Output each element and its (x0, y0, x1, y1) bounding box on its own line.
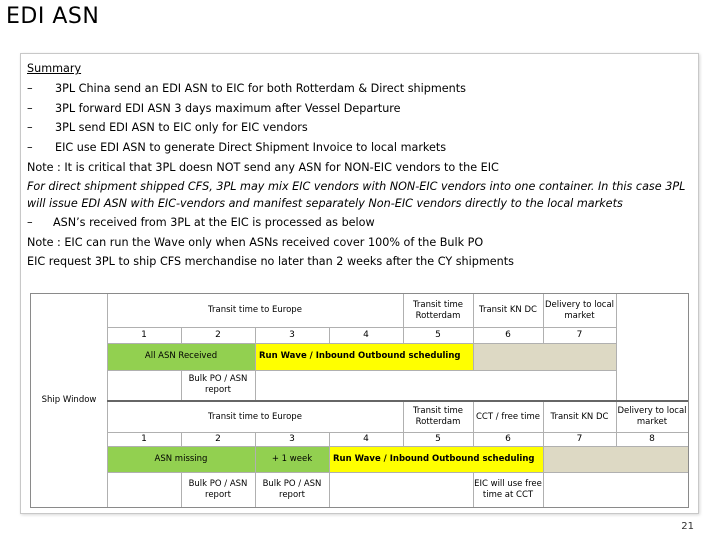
bullet-dash: – (27, 101, 33, 115)
top-day-5: 5 (435, 329, 441, 340)
bottom-tan-cell (543, 446, 688, 472)
bottom-bulk-po-1: Bulk PO / ASN report (188, 478, 248, 500)
bullet-3: 3PL send EDI ASN to EIC only for EIC vendors (55, 121, 308, 135)
top-day-6: 6 (505, 329, 511, 340)
bottom-day-8: 8 (649, 433, 655, 444)
bottom-day-7: 7 (576, 433, 583, 444)
direct-shipment-note: For direct shipment shipped CFS, 3PL may mix EIC vendors with NON-EIC vendors into one container. In this case 3PL will issue EDI ASN with EIC-vendors and manifest separately Non-EIC vendors directly to the local markets (27, 179, 686, 211)
plus-one-week: + 1 week (255, 446, 329, 472)
ship-window-table (30, 293, 689, 508)
bottom-delivery: Delivery to local market (617, 406, 687, 427)
content-frame (20, 53, 699, 514)
bottom-day-2: 2 (215, 433, 221, 444)
top-day-1: 1 (141, 329, 147, 340)
top-transit-europe: Transit time to Europe (208, 305, 302, 315)
bullet-4: EIC use EDI ASN to generate Direct Shipment Invoice to local markets (55, 141, 447, 155)
summary-heading: Summary (27, 62, 82, 75)
bottom-day-1: 1 (141, 433, 147, 444)
top-bulk-po: Bulk PO / ASN report (188, 374, 248, 395)
bottom-cct: CCT / free time (476, 411, 540, 422)
bottom-bulk-po-2: Bulk PO / ASN report (262, 478, 322, 500)
note-wave: Note : EIC can run the Wave only when ASNs received cover 100% of the Bulk PO (27, 235, 484, 249)
bullet-dash: – (27, 141, 33, 155)
summary-text (27, 59, 689, 272)
note-cfs: EIC request 3PL to ship CFS merchandise no later than 2 weeks after the CY shipments (27, 255, 514, 269)
top-day-4: 4 (363, 329, 369, 340)
bullet-dash: – (27, 215, 33, 229)
top-run-wave: Run Wave / Inbound Outbound scheduling (255, 343, 473, 370)
bottom-day-5: 5 (435, 433, 441, 444)
bullet-2: 3PL forward EDI ASN 3 days maximum after Vessel Departure (55, 101, 401, 115)
top-transit-rotterdam: Transit time Rotterdam (412, 299, 464, 321)
eic-free-time: EIC will use free time at CCT (474, 478, 542, 500)
bottom-day-6: 6 (505, 433, 511, 444)
bottom-transit-kn: Transit KN DC (550, 411, 609, 422)
bottom-transit-europe: Transit time to Europe (208, 411, 302, 422)
page-number: 21 (681, 521, 694, 532)
bullet-dash: – (27, 81, 33, 95)
slide-title: EDI ASN (6, 4, 100, 29)
top-tan-cell (473, 343, 616, 370)
bottom-day-3: 3 (289, 433, 295, 444)
note-critical: Note : It is critical that 3PL doesn NOT send any ASN for NON-EIC vendors to the EIC (27, 160, 499, 174)
top-delivery: Delivery to local market (544, 299, 615, 321)
asn-missing: ASN missing (107, 446, 255, 472)
bottom-day-4: 4 (363, 433, 369, 444)
top-transit-kn: Transit KN DC (479, 305, 537, 315)
all-asn-received: All ASN Received (107, 343, 255, 370)
bottom-run-wave: Run Wave / Inbound Outbound scheduling (329, 446, 543, 472)
top-day-3: 3 (289, 329, 295, 340)
bottom-transit-rotterdam: Transit time Rotterdam (412, 406, 464, 427)
bullet-dash: – (27, 121, 33, 135)
bullet-5: ASN’s received from 3PL at the EIC is processed as below (53, 215, 375, 229)
top-day-2: 2 (215, 329, 221, 340)
bullet-1: 3PL China send an EDI ASN to EIC for both Rotterdam & Direct shipments (55, 81, 466, 95)
top-day-7: 7 (576, 329, 583, 340)
ship-window-label: Ship Window (41, 395, 97, 405)
